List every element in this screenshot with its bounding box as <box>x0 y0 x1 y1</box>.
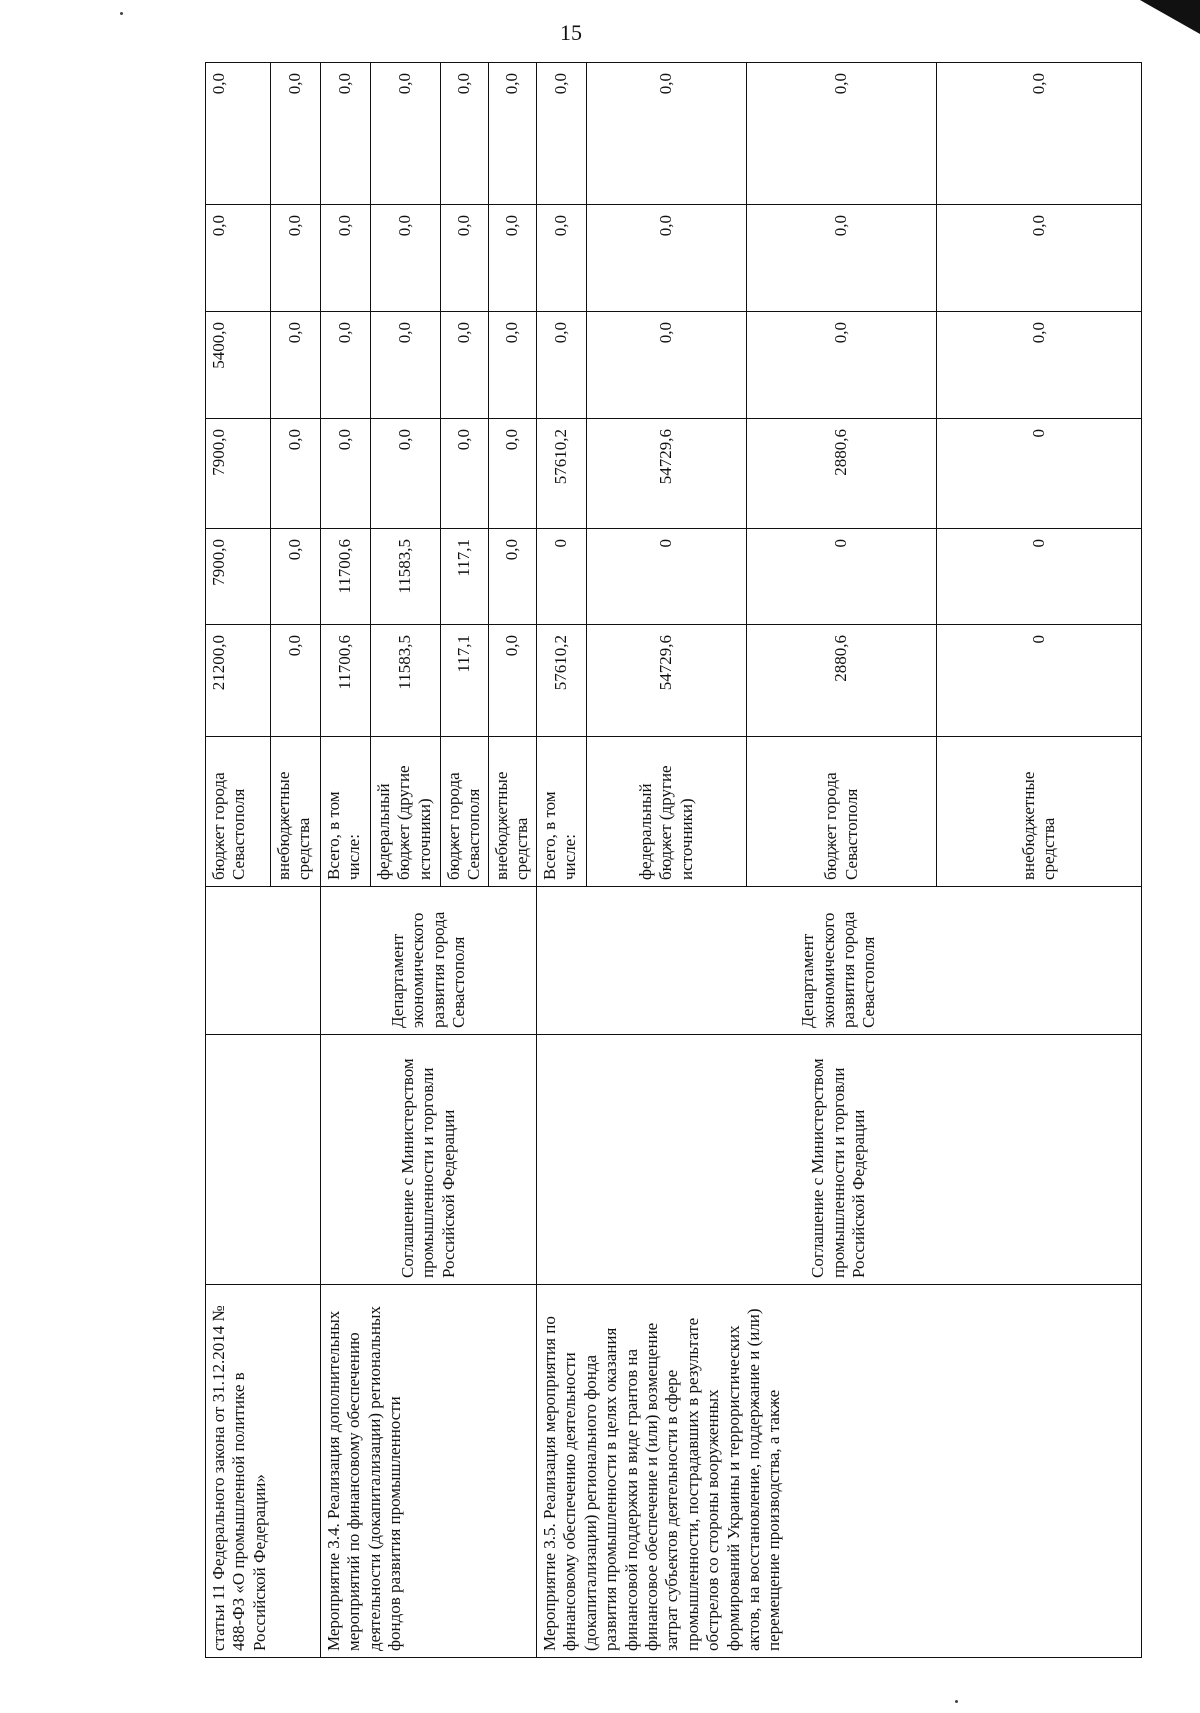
value-cell: 0,0 <box>271 529 321 625</box>
value-cell: 11700,6 <box>321 529 371 625</box>
source-cell: Всего, в том числе: <box>537 737 587 887</box>
value-cell: 0,0 <box>441 205 489 312</box>
value-cell: 7900,0 <box>206 419 271 529</box>
value-cell: 0,0 <box>371 205 441 312</box>
value-cell: 0,0 <box>371 63 441 205</box>
executor-cell <box>206 887 321 1035</box>
value-cell: 0,0 <box>489 419 537 529</box>
value-cell: 54729,6 <box>587 419 747 529</box>
value-cell: 0,0 <box>537 205 587 312</box>
value-cell: 5400,0 <box>206 312 271 419</box>
value-cell: 0,0 <box>441 419 489 529</box>
executor-cell: Департамент экономического развития города Севастополя <box>321 887 537 1035</box>
basis-cell: Соглашение с Министерством промышленности и торговли Российской Федерации <box>321 1035 537 1285</box>
value-cell: 0,0 <box>937 312 1142 419</box>
value-cell: 0,0 <box>587 63 747 205</box>
value-cell: 0,0 <box>371 312 441 419</box>
scan-speck <box>120 12 123 15</box>
value-cell: 2880,6 <box>747 419 937 529</box>
page-number: 15 <box>560 20 582 45</box>
value-cell: 0,0 <box>271 63 321 205</box>
value-cell: 0,0 <box>489 529 537 625</box>
value-cell: 0,0 <box>587 205 747 312</box>
value-cell: 0,0 <box>271 419 321 529</box>
value-cell: 0,0 <box>371 419 441 529</box>
value-cell: 0 <box>937 625 1142 737</box>
activity-cell: Мероприятие 3.5. Реализация мероприятия по финансовому обеспечению деятельности (докапитализации) регионального фонда развития промышленности в целях оказания финансовой поддержки в виде грантов на финансовое обеспечение и (или) возмещение затрат субъектов деятельности в сфере промышленности, пострадавших в результате обстрелов со стороны вооруженных формирований Украины и террористических актов, на восстановление, поддержание и (или) перемещение производства, а также <box>537 1285 1142 1658</box>
executor-cell: Департамент экономического развития города Севастополя <box>537 887 1142 1035</box>
value-cell: 0 <box>587 529 747 625</box>
value-cell: 0,0 <box>587 312 747 419</box>
value-cell: 0,0 <box>321 312 371 419</box>
source-cell: бюджет города Севастополя <box>747 737 937 887</box>
table-row <box>537 63 587 1658</box>
value-cell: 11583,5 <box>371 625 441 737</box>
value-cell: 0,0 <box>206 205 271 312</box>
value-cell: 11700,6 <box>321 625 371 737</box>
value-cell: 57610,2 <box>537 625 587 737</box>
source-cell: бюджет города Севастополя <box>441 737 489 887</box>
source-cell: внебюджетные средства <box>489 737 537 887</box>
value-cell: 0 <box>537 529 587 625</box>
value-cell: 0,0 <box>489 312 537 419</box>
activity-cell: статьи 11 Федерального закона от 31.12.2014 № 488-ФЗ «О промышленной политике в Российской Федерации» <box>206 1285 321 1658</box>
value-cell: 0,0 <box>271 625 321 737</box>
value-cell: 0,0 <box>271 205 321 312</box>
value-cell: 0,0 <box>937 63 1142 205</box>
value-cell: 0,0 <box>747 205 937 312</box>
value-cell: 0,0 <box>537 63 587 205</box>
source-cell: внебюджетные средства <box>271 737 321 887</box>
value-cell: 0,0 <box>489 205 537 312</box>
source-cell: федеральный бюджет (другие источники) <box>371 737 441 887</box>
basis-cell <box>206 1035 321 1285</box>
value-cell: 11583,5 <box>371 529 441 625</box>
value-cell: 0,0 <box>271 312 321 419</box>
activity-cell: Мероприятие 3.4. Реализация дополнительных мероприятий по финансовому обеспечению деятельности (докапитализации) региональных фондов развития промышленности <box>321 1285 537 1658</box>
value-cell: 2880,6 <box>747 625 937 737</box>
rotated-budget-table <box>205 63 1141 1658</box>
budget-table <box>205 62 1142 1658</box>
value-cell: 7900,0 <box>206 529 271 625</box>
value-cell: 0,0 <box>321 419 371 529</box>
value-cell: 0,0 <box>321 205 371 312</box>
basis-cell: Соглашение с Министерством промышленности и торговли Российской Федерации <box>537 1035 1142 1285</box>
value-cell: 0,0 <box>937 205 1142 312</box>
scan-speck <box>955 1700 958 1703</box>
value-cell: 0,0 <box>206 63 271 205</box>
source-cell: внебюджетные средства <box>937 737 1142 887</box>
scan-corner-mark <box>1140 0 1200 34</box>
table-row <box>206 63 271 1658</box>
source-cell: федеральный бюджет (другие источники) <box>587 737 747 887</box>
value-cell: 0,0 <box>489 63 537 205</box>
table-row <box>321 63 371 1658</box>
value-cell: 0,0 <box>489 625 537 737</box>
value-cell: 0 <box>747 529 937 625</box>
value-cell: 117,1 <box>441 625 489 737</box>
value-cell: 0,0 <box>441 312 489 419</box>
value-cell: 0,0 <box>441 63 489 205</box>
value-cell: 0,0 <box>321 63 371 205</box>
source-cell: Всего, в том числе: <box>321 737 371 887</box>
value-cell: 0 <box>937 529 1142 625</box>
value-cell: 117,1 <box>441 529 489 625</box>
value-cell: 0 <box>937 419 1142 529</box>
value-cell: 54729,6 <box>587 625 747 737</box>
source-cell: бюджет города Севастополя <box>206 737 271 887</box>
value-cell: 0,0 <box>747 63 937 205</box>
value-cell: 21200,0 <box>206 625 271 737</box>
value-cell: 0,0 <box>537 312 587 419</box>
value-cell: 57610,2 <box>537 419 587 529</box>
value-cell: 0,0 <box>747 312 937 419</box>
